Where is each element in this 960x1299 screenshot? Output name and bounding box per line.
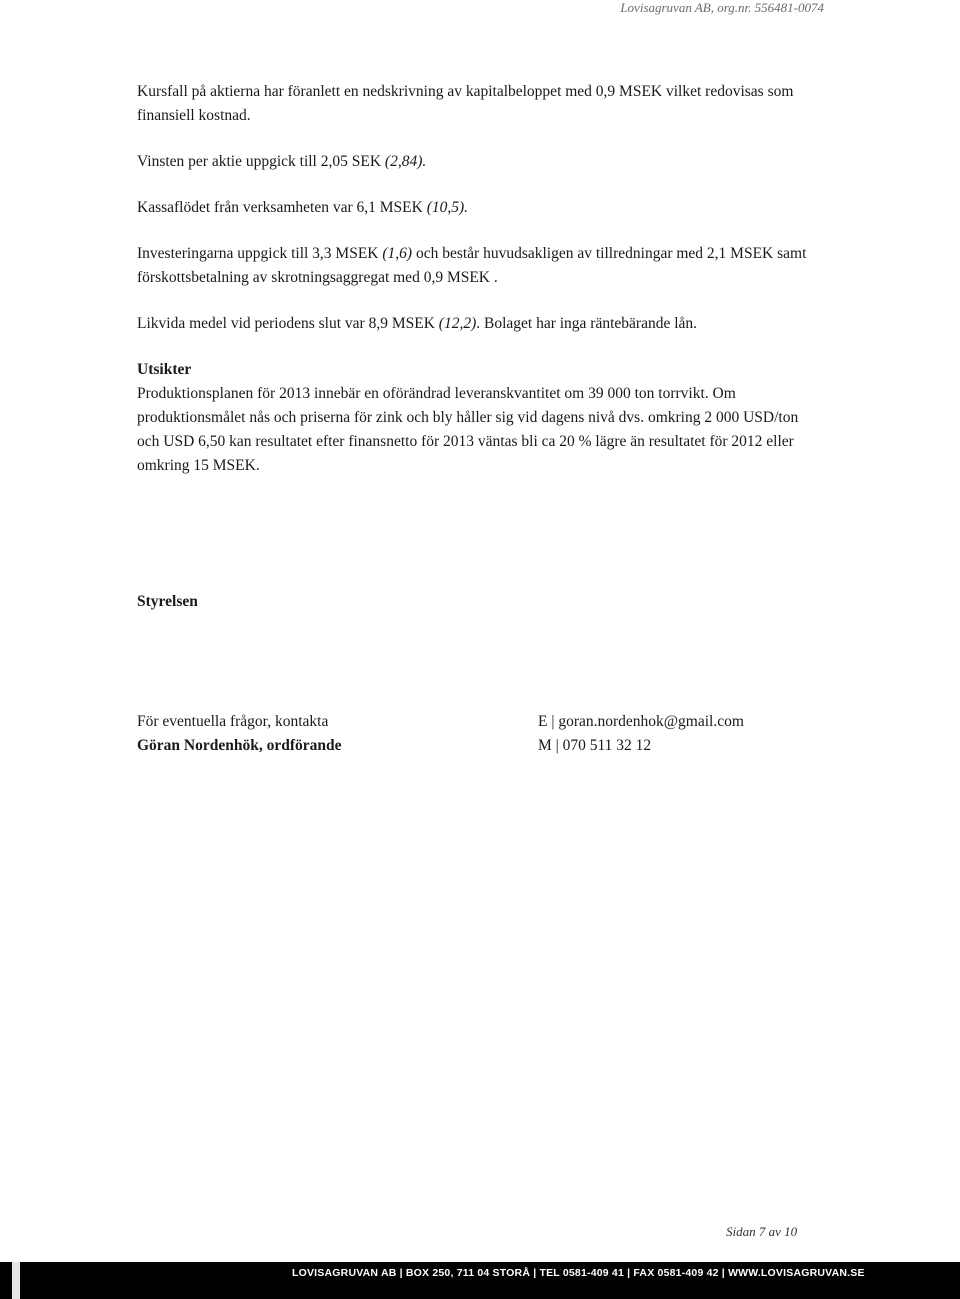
eps-text: Vinsten per aktie uppgick till 2,05 SEK	[137, 153, 385, 170]
report-body	[137, 80, 817, 478]
paragraph-write-down: Kursfall på aktierna har föranlett en nedskrivning av kapitalbeloppet med 0,9 MSEK vilket redovisas som finansiell kostnad.	[137, 83, 794, 124]
contact-phone[interactable]: M | 070 511 32 12	[538, 737, 652, 754]
cashflow-text: Kassaflödet från verksamheten var 6,1 MSEK	[137, 199, 427, 216]
investments-text-a: Investeringarna uppgick till 3,3 MSEK	[137, 245, 383, 262]
paragraph-outlook: Produktionsplanen för 2013 innebär en oförändrad leveranskvantitet om 39 000 ton torrvikt. Om produktionsmålet nås och priserna för zink och bly håller sig vid dagens nivå dvs. omkring 2 000 USD/ton och USD 6,50 kan resultatet efter finansnetto för 2013 väntas bli ca 20 % lägre än resultatet för 2012 eller omkring 15 MSEK.	[137, 385, 799, 474]
contact-person	[137, 710, 342, 758]
footer-company-info: LOVISAGRUVAN AB | BOX 250, 711 04 STORÅ | TEL 0581-409 41 | FAX 0581-409 42 | WWW.LOVISAGRUVAN.SE	[292, 1267, 865, 1279]
investments-text-b: och består huvudsakligen av tillredningar med 2,1 MSEK samt förskottsbetalning av skrotningsaggregat med 0,9 MSEK .	[137, 245, 807, 286]
paragraph-cashflow	[137, 196, 817, 220]
paragraph-investments	[137, 242, 817, 290]
liquidity-text-a: Likvida medel vid periodens slut var 8,9 MSEK	[137, 315, 439, 332]
board-signature: Styrelsen	[137, 593, 198, 610]
cashflow-previous: (10,5).	[426, 199, 469, 216]
contact-name: Göran Nordenhök, ordförande	[137, 737, 342, 754]
contact-email[interactable]: E | goran.nordenhok@gmail.com	[538, 713, 744, 730]
liquidity-previous: (12,2)	[438, 315, 477, 332]
heading-outlook: Utsikter	[137, 361, 192, 378]
eps-previous: (2,84).	[384, 153, 427, 170]
investments-previous: (1,6)	[382, 245, 413, 262]
contact-intro: För eventuella frågor, kontakta	[137, 713, 329, 730]
header-company-ref: Lovisagruvan AB, org.nr. 556481-0074	[620, 0, 824, 15]
liquidity-text-b: . Bolaget har inga räntebärande lån.	[476, 315, 698, 332]
contact-details	[538, 710, 744, 758]
footer-accent-stripe	[12, 1262, 20, 1299]
paragraph-eps	[137, 150, 817, 174]
page-number: Sidan 7 av 10	[726, 1224, 798, 1239]
paragraph-liquidity	[137, 312, 817, 336]
